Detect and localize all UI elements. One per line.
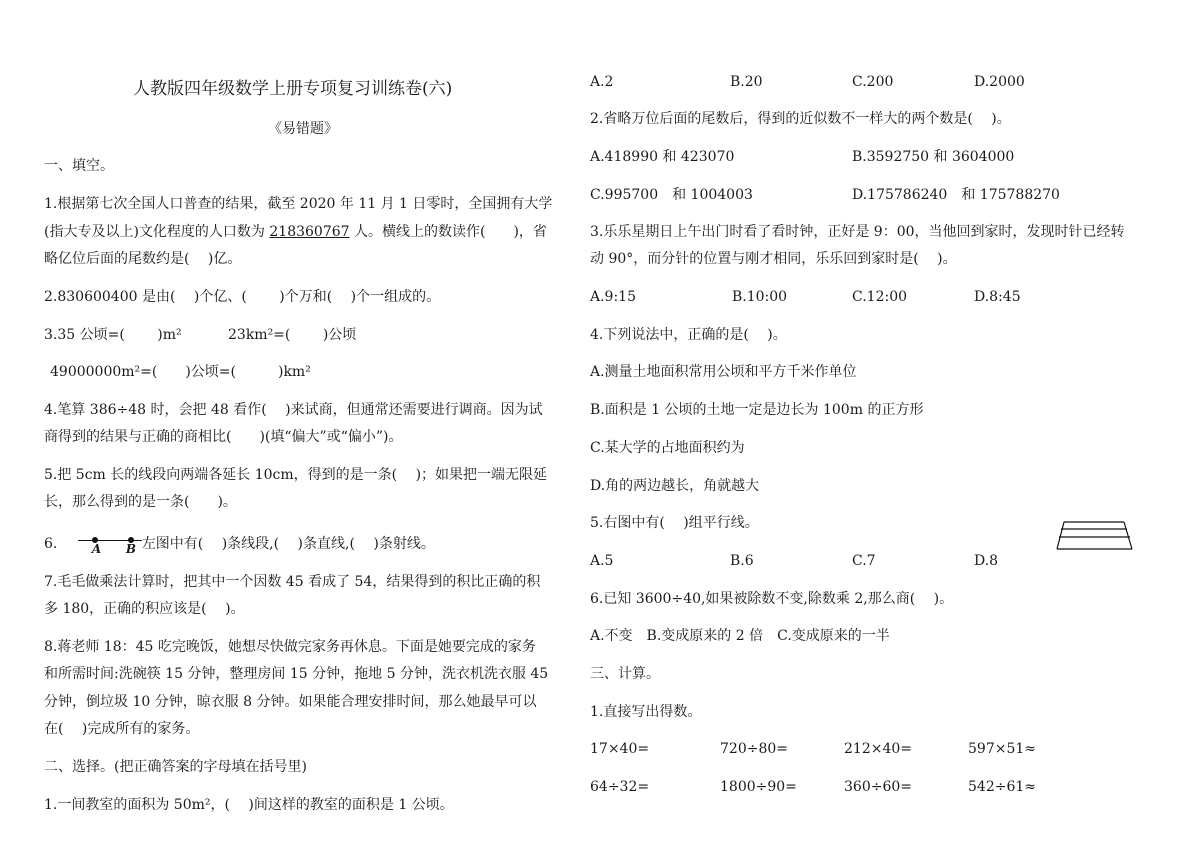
section-heading-calc: 三、计算。 bbox=[590, 666, 660, 682]
option: D.175786240 和 175788270 bbox=[852, 187, 1060, 203]
choice-question-3-line-2: 动 90°，而分针的位置与刚才相同，乐乐回到家时是( )。 bbox=[590, 251, 957, 267]
calc-item: 64÷32= bbox=[590, 779, 650, 795]
worksheet-subtitle: 《易错题》 bbox=[268, 121, 338, 137]
calc-question-1: 1.直接写出得数。 bbox=[590, 704, 702, 720]
calc-item: 360÷60= bbox=[844, 779, 912, 795]
worksheet-title: 人教版四年级数学上册专项复习训练卷(六) bbox=[133, 79, 453, 99]
option: B.6 bbox=[730, 553, 754, 569]
question-6-number: 6. bbox=[44, 536, 58, 552]
section-heading-fill: 一、填空。 bbox=[44, 158, 114, 174]
choice-question-1: 1.一间教室的面积为 50m²，( )间这样的教室的面积是 1 公顷。 bbox=[44, 797, 454, 813]
question-4-line-2: 商得到的结果与正确的商相比( )(填“偏大”或“偏小”)。 bbox=[44, 429, 403, 445]
option: A.2 bbox=[590, 74, 614, 90]
option: B.20 bbox=[730, 74, 763, 90]
choice-question-3-line-1: 3.乐乐星期日上午出门时看了看时钟，正好是 9：00，当他回到家时，发现时针已经转 bbox=[590, 224, 1125, 240]
option: C.7 bbox=[852, 553, 876, 569]
choice-question-6: 6.已知 3600÷40,如果被除数不变,除数乘 2,那么商( )。 bbox=[590, 591, 954, 607]
question-1-line-2 bbox=[44, 222, 547, 242]
option: A.9:15 bbox=[590, 289, 636, 305]
parallel-lines-figure bbox=[1056, 520, 1134, 552]
point-a-label: A bbox=[91, 542, 102, 556]
segment-figure bbox=[62, 534, 142, 554]
question-6 bbox=[44, 534, 435, 554]
calc-item: 542÷61≈ bbox=[968, 779, 1036, 795]
section-heading-choice: 二、选择。(把正确答案的字母填在括号里) bbox=[44, 759, 307, 775]
question-1-line-3: 略亿位后面的尾数约是( )亿。 bbox=[44, 251, 242, 267]
question-3-part-a: 3.35 公顷=( )m² bbox=[44, 327, 182, 343]
question-1-text: (指大专及以上)文化程度的人口数为 bbox=[44, 224, 270, 240]
trapezoid-side bbox=[1057, 522, 1064, 549]
option: C.200 bbox=[852, 74, 894, 90]
question-1-text-end: 人。横线上的数读作( )，省 bbox=[349, 224, 547, 240]
calc-item: 597×51≈ bbox=[968, 741, 1036, 757]
option: B.3592750 和 3604000 bbox=[852, 149, 1015, 165]
choice-question-4: 4.下列说法中，正确的是( )。 bbox=[590, 327, 787, 343]
question-7-line-2: 多 180，正确的积应该是( )。 bbox=[44, 601, 245, 617]
question-3-line-2: 49000000m²=( )公顷=( )km² bbox=[50, 364, 311, 380]
option: A.418990 和 423070 bbox=[590, 149, 735, 165]
option: C.12:00 bbox=[852, 289, 908, 305]
option: D.8:45 bbox=[974, 289, 1021, 305]
trapezoid-side bbox=[1124, 522, 1132, 549]
option: C.995700 和 1004003 bbox=[590, 187, 753, 203]
point-b-label: B bbox=[125, 542, 136, 556]
question-8-line-2: 和所需时间:洗碗筷 15 分钟，整理房间 15 分钟，拖地 5 分钟，洗衣机洗衣服 45 bbox=[44, 666, 549, 682]
option: A.5 bbox=[590, 553, 614, 569]
choice-4-option-a: A.测量土地面积常用公顷和平方千米作单位 bbox=[590, 364, 857, 380]
choice-4-option-b: B.面积是 1 公顷的土地一定是边长为 100m 的正方形 bbox=[590, 402, 924, 418]
question-5-line-2: 长，那么得到的是一条( )。 bbox=[44, 494, 237, 510]
option: B.10:00 bbox=[732, 289, 788, 305]
question-2: 2.830600400 是由( )个亿、( )个万和( )个一组成的。 bbox=[44, 289, 441, 305]
population-number: 218360767 bbox=[269, 224, 350, 240]
calc-item: 720÷80= bbox=[720, 741, 788, 757]
question-8-line-4: 在( )完成所有的家务。 bbox=[44, 721, 200, 737]
question-1-line-1: 1.根据第七次全国人口普查的结果，截至 2020 年 11 月 1 日零时，全国拥有大学 bbox=[44, 196, 553, 212]
question-5-line-1: 5.把 5cm 长的线段向两端各延长 10cm，得到的是一条( )；如果把一端无限延 bbox=[44, 467, 548, 483]
question-3-part-b: 23km²=( )公顷 bbox=[228, 327, 357, 343]
question-8-line-1: 8.蒋老师 18：45 吃完晚饭，她想尽快做完家务再休息。下面是她要完成的家务 bbox=[44, 639, 536, 655]
choice-question-5: 5.右图中有( )组平行线。 bbox=[590, 515, 759, 531]
question-7-line-1: 7.毛毛做乘法计算时，把其中一个因数 45 看成了 54，结果得到的积比正确的积 bbox=[44, 574, 541, 590]
option: D.2000 bbox=[974, 74, 1025, 90]
calc-item: 1800÷90= bbox=[720, 779, 797, 795]
question-3-line-1 bbox=[44, 325, 357, 345]
choice-4-option-d: D.角的两边越长，角就越大 bbox=[590, 478, 760, 494]
question-6-text: 左图中有( )条线段,( )条直线,( )条射线。 bbox=[141, 536, 435, 552]
question-8-line-3: 分钟，倒垃圾 10 分钟，晾衣服 8 分钟。如果能合理安排时间，那么她最早可以 bbox=[44, 694, 537, 710]
option: D.8 bbox=[974, 553, 999, 569]
choice-4-option-c: C.某大学的占地面积约为 bbox=[590, 440, 745, 456]
question-4-line-1: 4.笔算 386÷48 时，会把 48 看作( )来试商，但通常还需要进行调商。因为试 bbox=[44, 402, 543, 418]
choice-6-options: A.不变 B.变成原来的 2 倍 C.变成原来的一半 bbox=[590, 628, 890, 644]
choice-question-2: 2.省略万位后面的尾数后，得到的近似数不一样大的两个数是( )。 bbox=[590, 111, 1011, 127]
calc-item: 212×40= bbox=[844, 741, 912, 757]
calc-item: 17×40= bbox=[590, 741, 650, 757]
